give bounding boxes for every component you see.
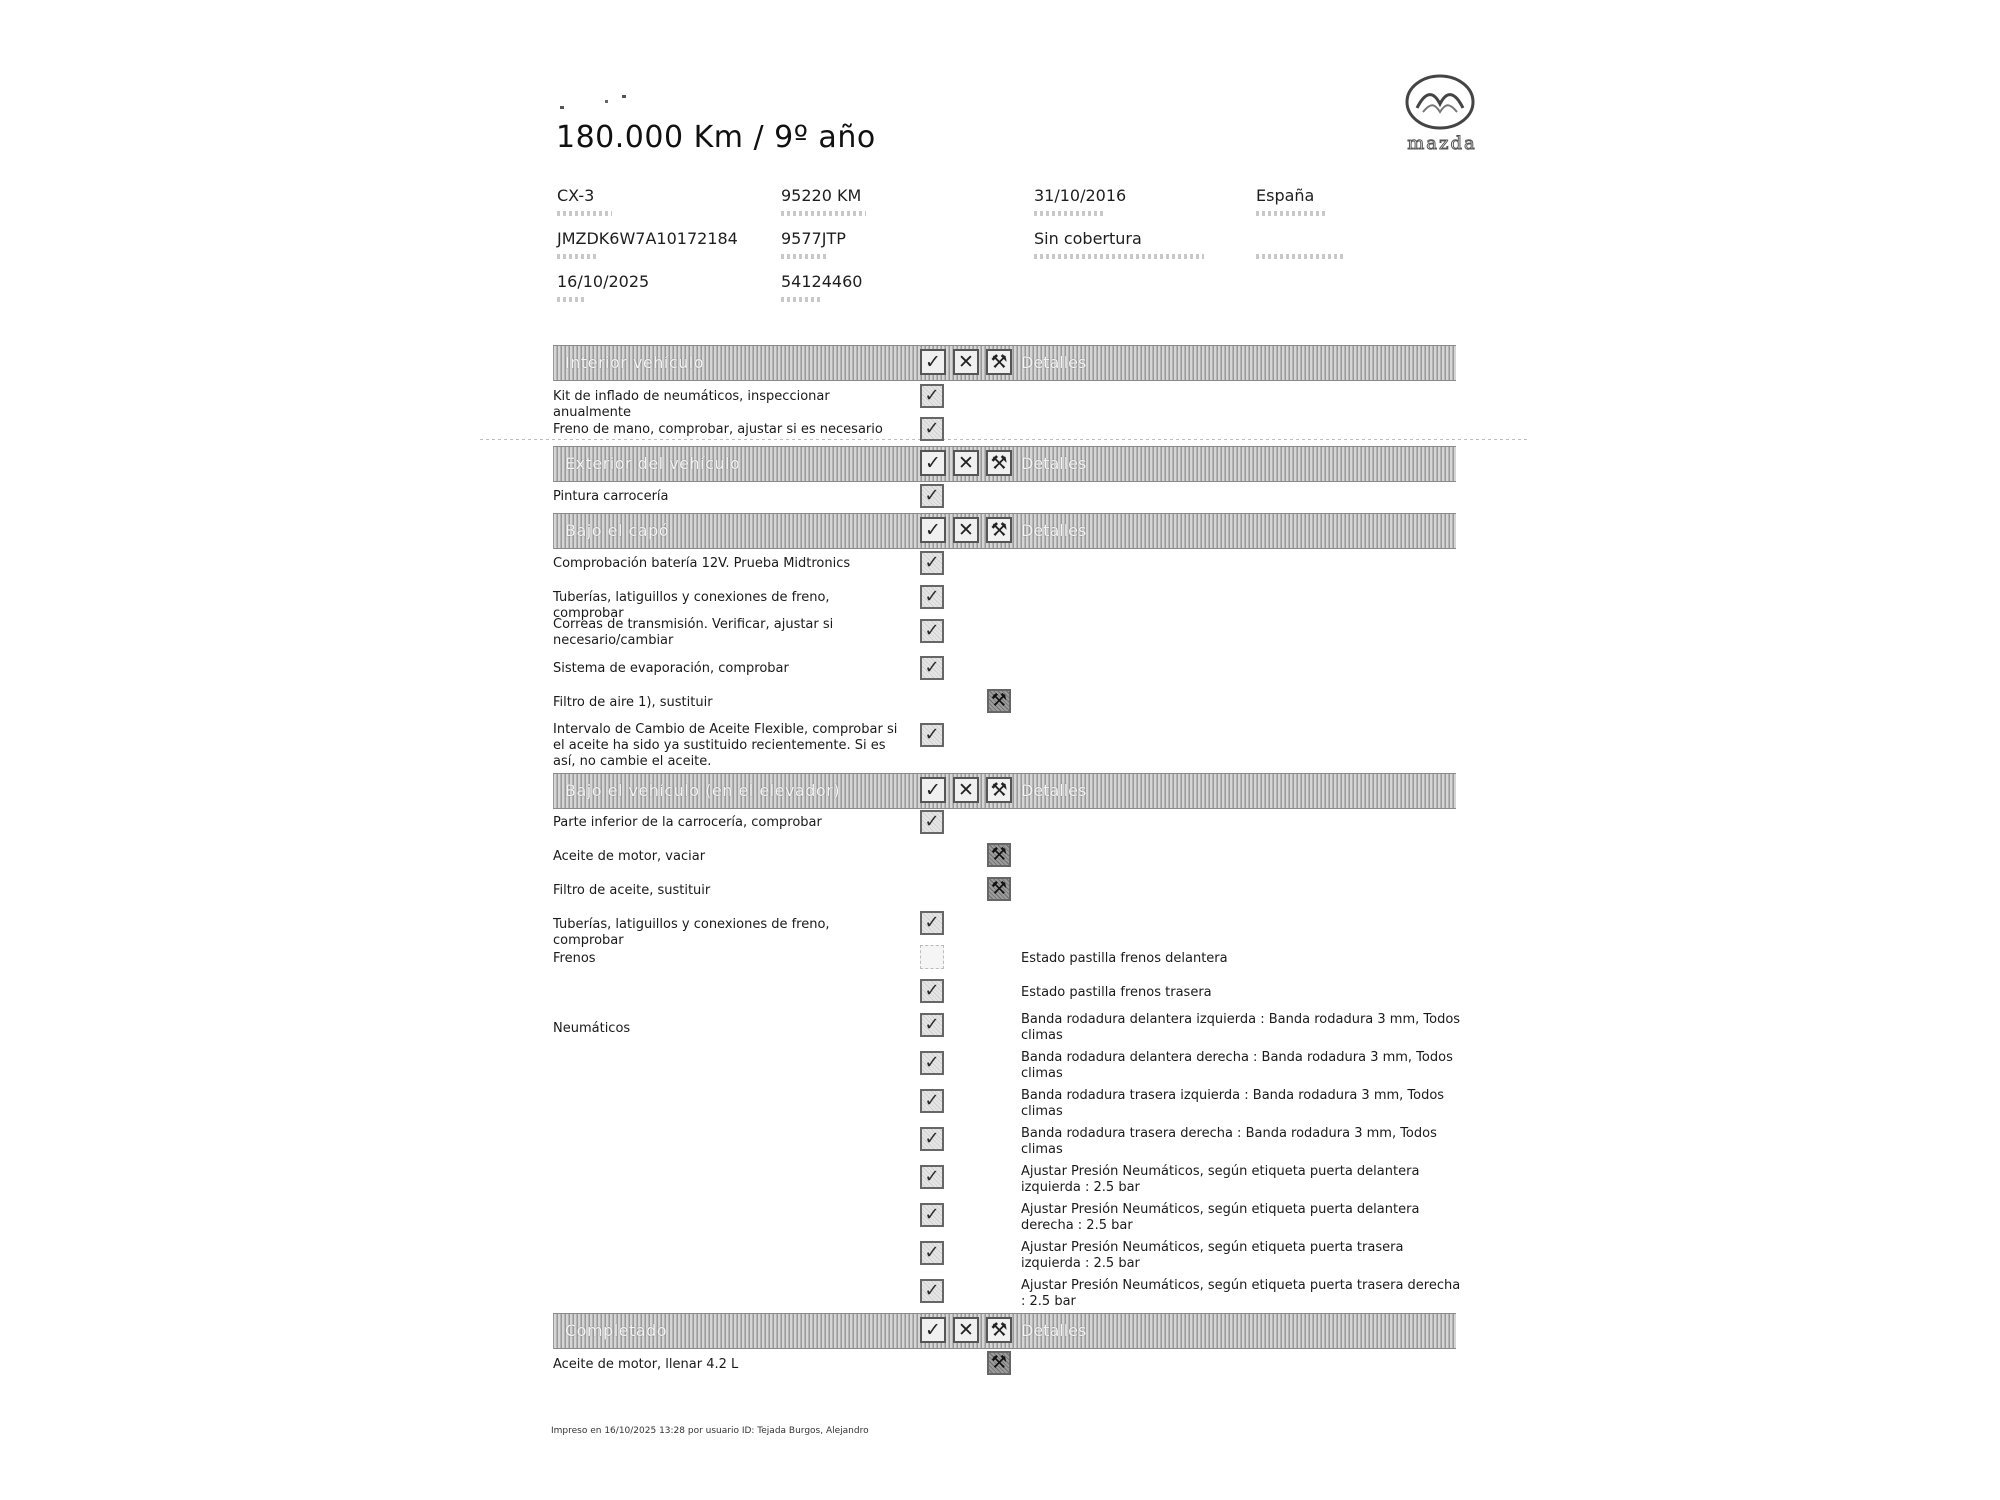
country-value: España — [1256, 186, 1315, 205]
print-footer: Impreso en 16/10/2025 13:28 por usuario ID: Tejada Burgos, Alejandro — [551, 1426, 869, 1436]
coverage-label — [1034, 254, 1204, 259]
extra-label — [1256, 254, 1346, 259]
list-item: Intervalo de Cambio de Aceite Flexible, comprobar si el aceite ha sido ya sustituido recientemente. Si es así, no cambie el aceite. — [553, 722, 898, 769]
section-title: Exterior del vehículo — [565, 454, 741, 473]
list-item: Filtro de aire 1), sustituir — [553, 695, 713, 710]
mazda-emblem-icon — [1395, 72, 1485, 132]
detail-item: Ajustar Presión Neumáticos, según etiqueta puerta delantera derecha : 2.5 bar — [1021, 1202, 1420, 1233]
coverage-value: Sin cobertura — [1034, 229, 1142, 248]
registration-date-value: 31/10/2016 — [1034, 186, 1127, 205]
cross-icon: ✕ — [953, 349, 979, 375]
scan-speck — [560, 106, 564, 109]
scan-speck — [605, 100, 608, 103]
check-icon: ✓ — [920, 551, 944, 575]
list-item: Comprobación batería 12V. Prueba Midtronics — [553, 556, 851, 571]
model-value: CX-3 — [557, 186, 595, 205]
detail-item: Banda rodadura delantera derecha : Banda rodadura 3 mm, Todos climas — [1021, 1050, 1453, 1081]
detalles-label: Detalles — [1021, 1321, 1087, 1340]
order-label — [781, 297, 821, 302]
check-icon: ✓ — [920, 1279, 944, 1303]
brand-wordmark: mazda — [1407, 133, 1477, 154]
model-label — [557, 211, 612, 216]
registration-date-label — [1034, 211, 1104, 216]
tool-icon: ⚒ — [986, 517, 1012, 543]
section-title: Interior vehículo — [565, 353, 705, 372]
cross-icon: ✕ — [953, 450, 979, 476]
check-icon: ✓ — [920, 1241, 944, 1265]
section-bajo-el-capo — [553, 513, 1456, 549]
check-icon: ✓ — [920, 450, 946, 476]
detail-item: Ajustar Presión Neumáticos, según etiqueta puerta delantera izquierda : 2.5 bar — [1021, 1164, 1420, 1195]
list-item: Correas de transmisión. Verificar, ajustar si necesario/cambiar — [553, 617, 834, 648]
detail-item: Estado pastilla frenos trasera — [1021, 985, 1212, 1000]
section-title: Bajo el vehículo (en el elevador) — [565, 781, 840, 800]
plate-value: 9577JTP — [781, 229, 846, 248]
check-icon: ✓ — [920, 777, 946, 803]
date-value: 16/10/2025 — [557, 272, 650, 291]
list-item: Freno de mano, comprobar, ajustar si es necesario — [553, 422, 883, 437]
detail-item: Banda rodadura trasera derecha : Banda rodadura 3 mm, Todos climas — [1021, 1126, 1437, 1157]
tool-icon: ⚒ — [986, 1317, 1012, 1343]
cross-icon: ✕ — [953, 517, 979, 543]
frenos-label: Frenos — [553, 951, 596, 966]
detail-item: Estado pastilla frenos delantera — [1021, 951, 1228, 966]
cross-icon: ✕ — [953, 1317, 979, 1343]
tool-icon: ⚒ — [986, 349, 1012, 375]
list-item: Aceite de motor, vaciar — [553, 849, 706, 864]
order-value: 54124460 — [781, 272, 863, 291]
vin-value: JMZDK6W7A10172184 — [557, 229, 738, 248]
check-icon: ✓ — [920, 656, 944, 680]
tool-icon: ⚒ — [987, 1351, 1011, 1375]
detail-item: Ajustar Presión Neumáticos, según etiqueta puerta trasera izquierda : 2.5 bar — [1021, 1240, 1404, 1271]
check-icon: ✓ — [920, 1203, 944, 1227]
detalles-label: Detalles — [1021, 521, 1087, 540]
tool-icon: ⚒ — [987, 843, 1011, 867]
check-icon: ✓ — [920, 979, 944, 1003]
scan-line-artifact — [480, 439, 1530, 440]
section-completado — [553, 1313, 1456, 1349]
detail-item: Ajustar Presión Neumáticos, según etiqueta puerta trasera derecha : 2.5 bar — [1021, 1278, 1461, 1309]
detalles-label: Detalles — [1021, 454, 1087, 473]
tool-icon: ⚒ — [986, 777, 1012, 803]
check-icon: ✓ — [920, 1089, 944, 1113]
section-exterior-vehiculo — [553, 446, 1456, 482]
detail-item: Banda rodadura trasera izquierda : Banda rodadura 3 mm, Todos climas — [1021, 1088, 1445, 1119]
check-icon: ✓ — [920, 384, 944, 408]
list-item: Tuberías, latiguillos y conexiones de freno, comprobar — [553, 590, 830, 621]
tool-icon: ⚒ — [987, 689, 1011, 713]
check-icon: ✓ — [920, 417, 944, 441]
tool-icon: ⚒ — [987, 877, 1011, 901]
detalles-label: Detalles — [1021, 353, 1087, 372]
list-item: Filtro de aceite, sustituir — [553, 883, 711, 898]
section-title: Bajo el capó — [565, 521, 670, 540]
list-item: Sistema de evaporación, comprobar — [553, 661, 789, 676]
cross-icon: ✕ — [953, 777, 979, 803]
section-bajo-el-vehiculo — [553, 773, 1456, 809]
check-icon: ✓ — [920, 1051, 944, 1075]
list-item: Pintura carrocería — [553, 489, 669, 504]
plate-label — [781, 254, 826, 259]
check-icon: ✓ — [920, 1165, 944, 1189]
check-icon: ✓ — [920, 349, 946, 375]
mileage-label — [781, 211, 866, 216]
check-icon: ✓ — [920, 1317, 946, 1343]
section-interior-vehiculo — [553, 345, 1456, 381]
list-item: Aceite de motor, llenar 4.2 L — [553, 1357, 739, 1372]
scan-speck — [622, 95, 626, 98]
detalles-label: Detalles — [1021, 781, 1087, 800]
neumaticos-label: Neumáticos — [553, 1021, 631, 1036]
detail-item: Banda rodadura delantera izquierda : Banda rodadura 3 mm, Todos climas — [1021, 1012, 1461, 1043]
mileage-value: 95220 KM — [781, 186, 862, 205]
date-label — [557, 297, 587, 302]
check-icon: ✓ — [920, 484, 944, 508]
faint-check-icon — [920, 945, 944, 969]
check-icon: ✓ — [920, 1127, 944, 1151]
check-icon: ✓ — [920, 1013, 944, 1037]
list-item: Tuberías, latiguillos y conexiones de freno, comprobar — [553, 917, 830, 948]
list-item: Parte inferior de la carrocería, comprobar — [553, 815, 822, 830]
check-icon: ✓ — [920, 585, 944, 609]
section-title: Completado — [565, 1321, 668, 1340]
tool-icon: ⚒ — [986, 450, 1012, 476]
country-label — [1256, 211, 1326, 216]
check-icon: ✓ — [920, 911, 944, 935]
vin-label — [557, 254, 597, 259]
page-title: 180.000 Km / 9º año — [556, 120, 876, 155]
check-icon: ✓ — [920, 723, 944, 747]
check-icon: ✓ — [920, 810, 944, 834]
mazda-logo — [1395, 72, 1485, 162]
list-item: Kit de inflado de neumáticos, inspeccionar anualmente — [553, 389, 830, 420]
check-icon: ✓ — [920, 619, 944, 643]
check-icon: ✓ — [920, 517, 946, 543]
